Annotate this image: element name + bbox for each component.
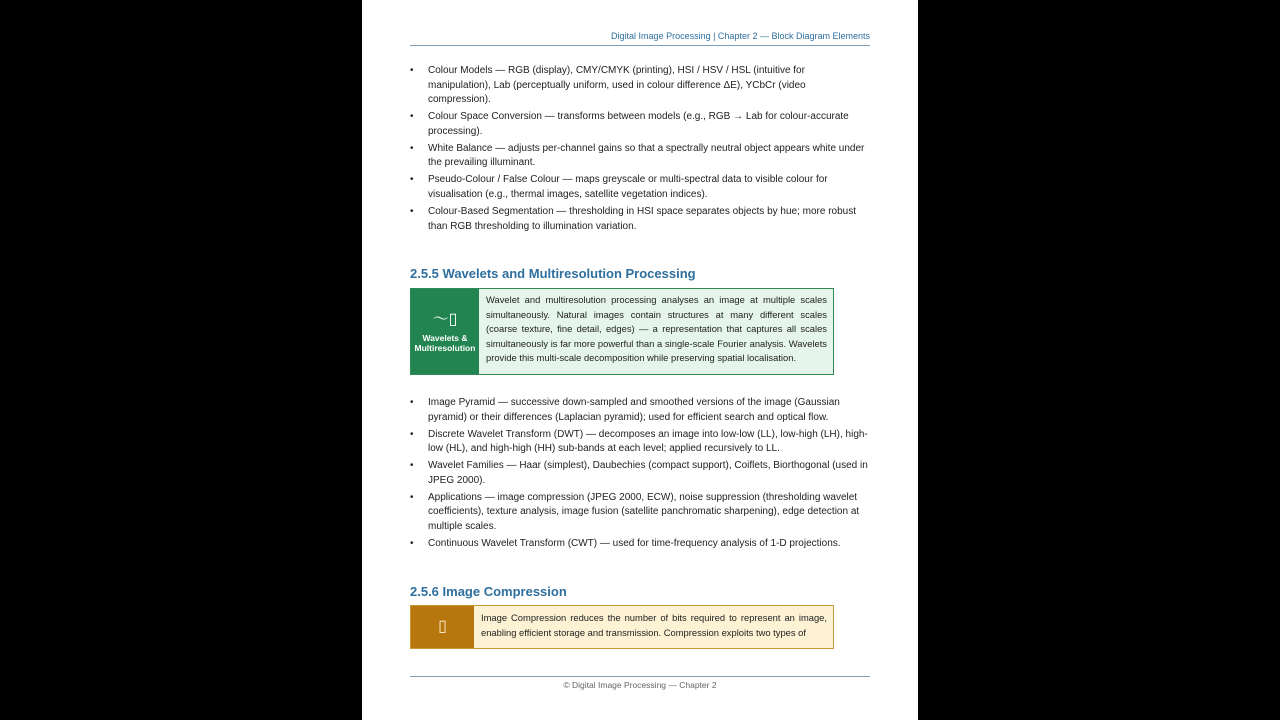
wavelets-callout: [410, 288, 834, 375]
page-footer: © Digital Image Processing — Chapter 2: [410, 676, 870, 690]
list-item: • Image Pyramid — successive down-sampled and smoothed versions of the image (Gaussian pyramid) or their differences (Laplacian pyramid); used for efficient search and optical flow.: [428, 396, 868, 425]
colour-bullet-list: [428, 64, 868, 236]
callout-text: Image Compression reduces the number of bits required to represent an image, enabling efficient storage and transmission. Compression exploits two types of: [481, 612, 827, 638]
list-item: • Applications — image compression (JPEG 2000, ECW), noise suppression (thresholding wavelet coefficients), texture analysis, image fusion (satellite panchromatic sharpening), edge detection at multiple scales.: [428, 491, 868, 535]
compression-icon: ▯: [438, 618, 447, 635]
callout-sidebar: [411, 606, 474, 648]
callout-text: Wavelet and multiresolution processing analyses an image at multiple scales simultaneously. Natural images contain structures at many different scales (coarse texture, fine detail, edges) — a representation that captures all scales simultaneously is far more powerful than a single-scale Fourier analysis. Wavelets provide this multi-scale decomposition while preserving spatial localisation.: [486, 294, 827, 364]
list-item: • Wavelet Families — Haar (simplest), Daubechies (compact support), Coiflets, Biorthogonal (used in JPEG 2000).: [428, 459, 868, 488]
running-header: Digital Image Processing | Chapter 2 — Block Diagram Elements: [410, 31, 870, 46]
section-heading-wavelets: 2.5.5 Wavelets and Multiresolution Processing: [410, 266, 696, 281]
document-page: [362, 0, 918, 720]
list-item: • Discrete Wavelet Transform (DWT) — decomposes an image into low-low (LL), low-high (LH), high-low (HL), and high-high (HH) sub-bands at each level; applied recursively to LL.: [428, 428, 868, 457]
callout-label: Wavelets & Multiresolution: [414, 332, 476, 353]
list-item: • Colour Models — RGB (display), CMY/CMYK (printing), HSI / HSV / HSL (intuitive for manipulation), Lab (perceptually uniform, used in colour difference ΔE), YCbCr (video compression).: [428, 64, 868, 108]
list-item: • White Balance — adjusts per-channel gains so that a spectrally neutral object appears white under the prevailing illuminant.: [428, 142, 868, 171]
wavelet-icon: 〜▯: [432, 310, 458, 328]
callout-sidebar: [411, 289, 479, 374]
list-item: • Colour Space Conversion — transforms between models (e.g., RGB → Lab for colour-accurate processing).: [428, 110, 868, 139]
list-item: • Pseudo-Colour / False Colour — maps greyscale or multi-spectral data to visible colour for visualisation (e.g., thermal images, satellite vegetation indices).: [428, 173, 868, 202]
list-item: • Continuous Wavelet Transform (CWT) — used for time-frequency analysis of 1-D projections.: [428, 537, 868, 552]
compression-callout: [410, 605, 834, 649]
section-heading-compression: 2.5.6 Image Compression: [410, 584, 567, 599]
list-item: • Colour-Based Segmentation — thresholding in HSI space separates objects by hue; more robust than RGB thresholding to illumination variation.: [428, 205, 868, 234]
wavelet-bullet-list: [428, 396, 868, 554]
